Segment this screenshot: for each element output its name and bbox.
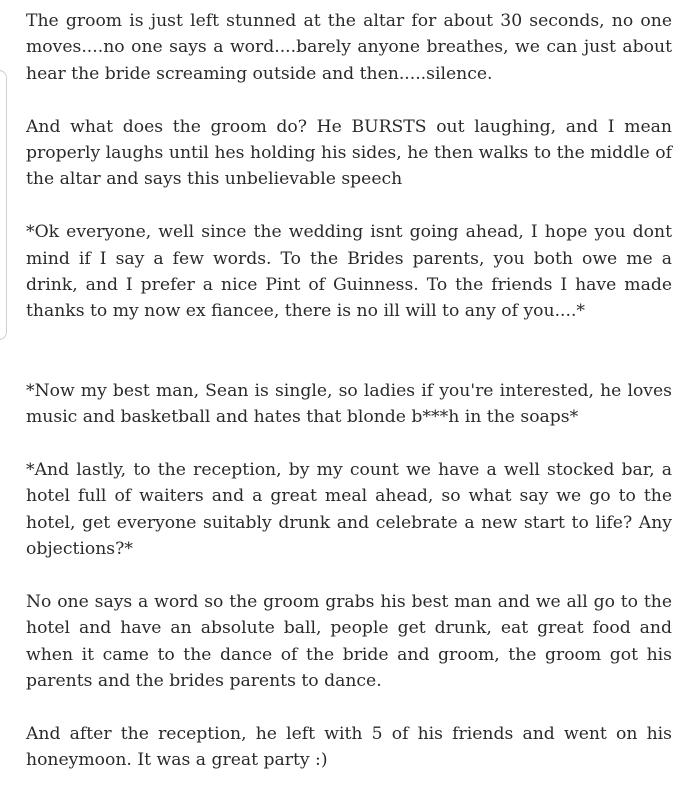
paragraph-2: And what does the groom do? He BURSTS out laughing, and I mean properly laughs until hes holding his sides, he then walks to the middle of the altar and says this unbelievable speech <box>26 116 672 190</box>
paragraph-5: *And lastly, to the reception, by my count we have a well stocked bar, a hotel full of waiters and a great meal ahead, so what say we go to the hotel, get everyone suitably drunk and celebrate a new start to life? Any objections?* <box>26 459 672 560</box>
paragraph-4: *Now my best man, Sean is single, so ladies if you're interested, he loves music and basketball and hates that blonde b***h in the soaps* <box>26 380 672 428</box>
left-edge-tab <box>0 70 7 340</box>
paragraph-6: No one says a word so the groom grabs his best man and we all go to the hotel and have an absolute ball, people get drunk, eat great food and when it came to the dance of the bride and groom, the groom got his parents and the brides parents to dance. <box>26 591 672 692</box>
paragraph-7: And after the reception, he left with 5 of his friends and went on his honeymoon. It was a great party :) <box>26 723 672 771</box>
paragraph-1: The groom is just left stunned at the altar for about 30 seconds, no one moves....no one says a word....barely anyone breathes, we can just about hear the bride screaming outside and then.....silence. <box>26 11 672 84</box>
paragraph-3: *Ok everyone, well since the wedding isnt going ahead, I hope you dont mind if I say a few words. To the Brides parents, you both owe me a drink, and I prefer a nice Pint of Guinness. To the friends I have made thanks to my now ex fiancee, there is no ill will to any of you....* <box>26 222 672 322</box>
story-text <box>26 8 672 800</box>
